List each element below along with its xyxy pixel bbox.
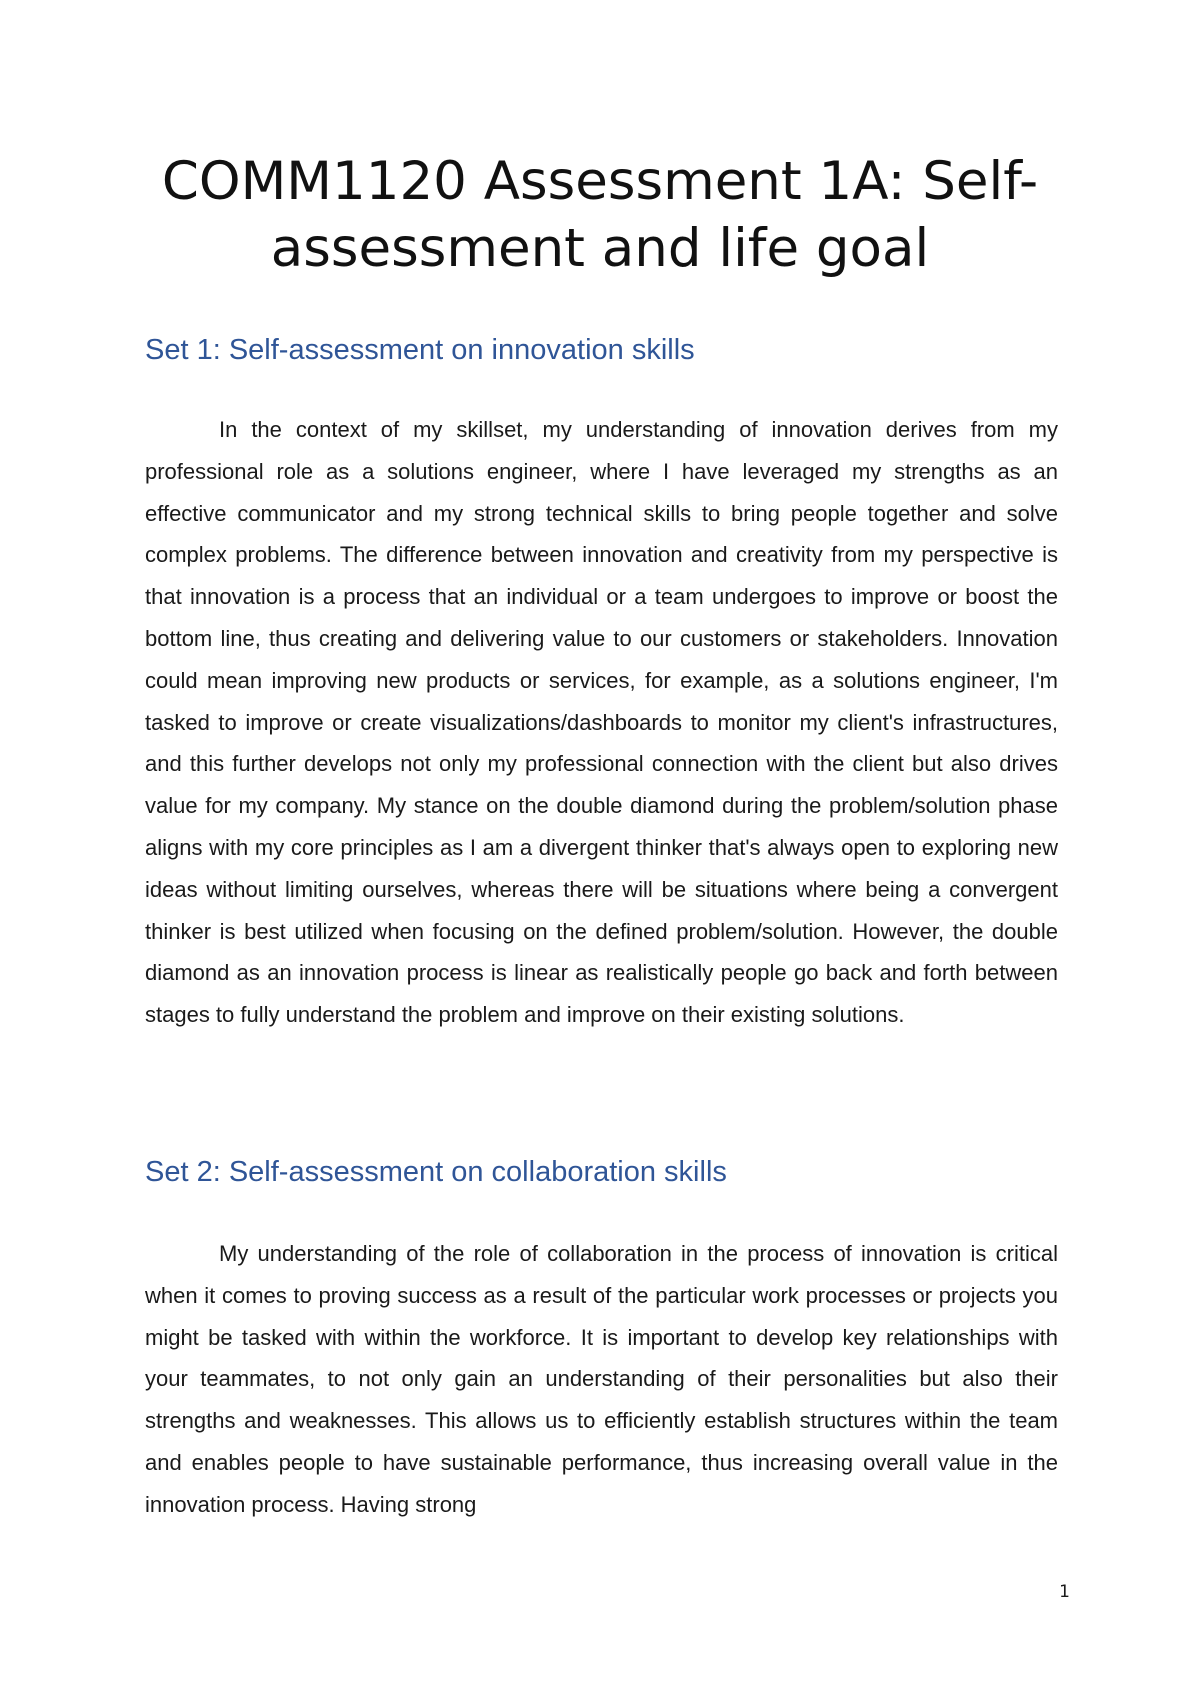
paragraph-innovation: In the context of my skillset, my understanding of innovation derives from my professional role as a solutions engineer, where I have leveraged my strengths as an effective communicator and my strong technical skills to bring people together and solve complex problems. The difference between innovation and creativity from my perspective is that innovation is a process that an individual or a team undergoes to improve or boost the bottom line, thus creating and delivering value to our customers or stakeholders. Innovation could mean improving new products or services, for example, as a solutions engineer, I'm tasked to improve or create visualizations/dashboards to monitor my client's infrastructures, and this further develops not only my professional connection with the client but also drives value for my company. My stance on the double diamond during the problem/solution phase aligns with my core principles as I am a divergent thinker that's always open to exploring new ideas without limiting ourselves, whereas there will be situations where being a convergent thinker is best utilized when focusing on the defined problem/solution. However, the double diamond as an innovation process is linear as realistically people go back and forth between stages to fully understand the problem and improve on their existing solutions. bbox=[145, 417, 1058, 1028]
paragraph-collaboration: My understanding of the role of collaboration in the process of innovation is critical when it comes to proving success as a result of the particular work processes or projects you might be tasked with within the workforce. It is important to develop key relationships with your teammates, to not only gain an understanding of their personalities but also their strengths and weaknesses. This allows us to efficiently establish structures within the team and enables people to have sustainable performance, thus increasing overall value in the innovation process. Having strong bbox=[145, 1241, 1058, 1517]
document-title: COMM1120 Assessment 1A: Self-assessment and life goal bbox=[161, 151, 1039, 279]
section-heading-collaboration: Set 2: Self-assessment on collaboration skills bbox=[145, 1156, 727, 1188]
page-number: 1 bbox=[1059, 1582, 1070, 1602]
section-heading-innovation: Set 1: Self-assessment on innovation skills bbox=[145, 334, 695, 366]
